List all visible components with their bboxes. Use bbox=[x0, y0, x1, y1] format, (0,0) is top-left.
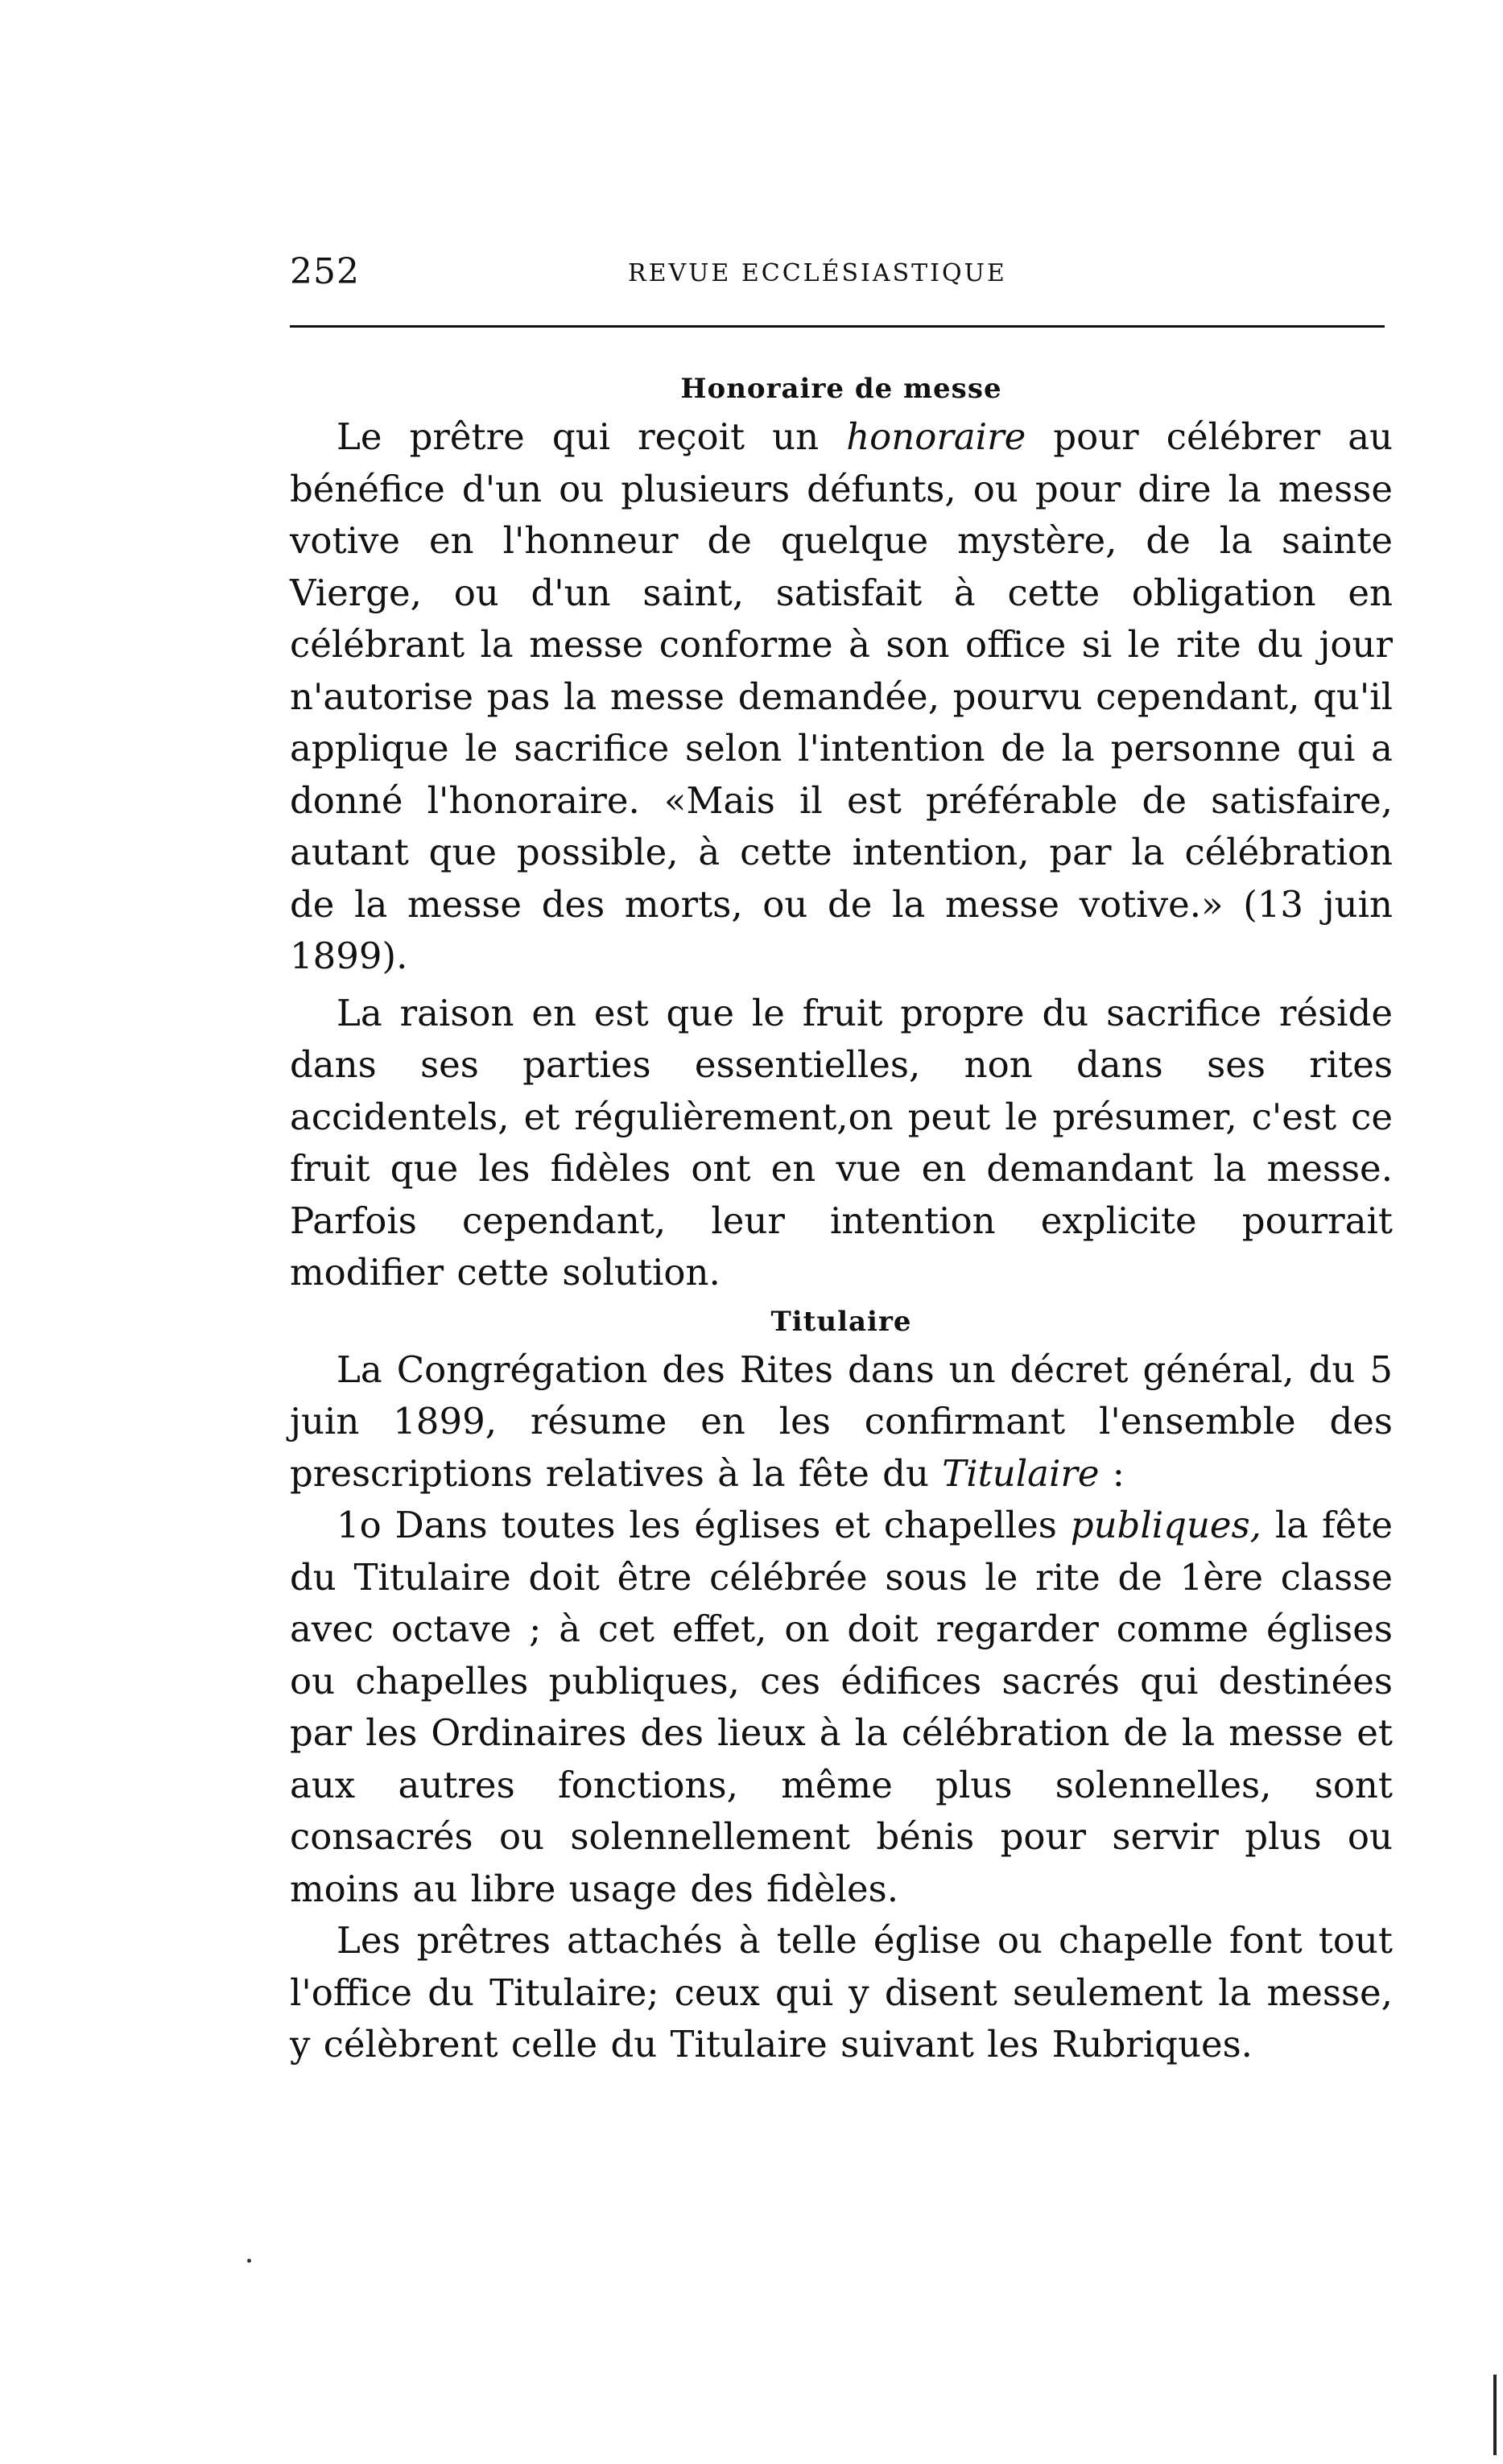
paragraph bbox=[290, 1500, 1393, 1915]
paragraph bbox=[290, 411, 1393, 983]
paragraph-text: La Congrégation des Rites dans un décret général, du 5 juin 1899, résume en les confirmant l'ensemble des prescriptions relatives à la fête du bbox=[290, 1348, 1393, 1495]
italic-term: Titulaire bbox=[942, 1451, 1100, 1495]
paragraph-text: Le prêtre qui reçoit un bbox=[337, 415, 847, 458]
italic-term: publiques, bbox=[1070, 1504, 1261, 1546]
paragraph-text: la fête du Titulaire doit être célébrée sous le rite de 1ère classe avec octave ; à cet effet, on doit regarder comme églises ou chapelles publiques, ces édifices sacrés qui destinées par les Ordinaires des lieux à la célébration de la messe et aux autres fonctions, même plus solennelles, sont consacrés ou solennellement bénis pour servir plus ou moins au libre usage des fidèles. bbox=[290, 1504, 1393, 1910]
section-heading-titulaire: Titulaire bbox=[770, 1305, 912, 1338]
header-rule bbox=[290, 325, 1385, 328]
text-block bbox=[290, 366, 1393, 2071]
paragraph-text: Les prêtres attachés à telle église ou chapelle font tout l'office du Titulaire; ceux qui y disent seulement la messe, y célèbrent celle du Titulaire suivant les Rubriques. bbox=[290, 1919, 1393, 2066]
paragraph bbox=[290, 988, 1393, 1299]
page-header bbox=[290, 251, 1385, 303]
paragraph-text: pour célébrer au bénéfice d'un ou plusieurs défunts, ou pour dire la messe votive en l'honneur de quelque mystère, de la sainte Vierge, ou d'un saint, satisfait à cette obligation en célébrant la messe conforme à son office si le rite du jour n'autorise pas la messe demandée, pourvu cependant, qu'il applique le sacrifice selon l'intention de la personne qui a donné l'honoraire. «Mais il est préférable de satisfaire, autant que possible, à cette intention, par la célébration de la messe des morts, ou de la messe votive.» (13 juin 1899). bbox=[290, 415, 1393, 977]
running-head: REVUE ECCLÉSIASTIQUE bbox=[628, 259, 1007, 287]
paragraph bbox=[290, 1344, 1393, 1500]
paragraph-text: 1o Dans toutes les églises et chapelles bbox=[337, 1504, 1071, 1546]
section-heading-honoraire: Honoraire de messe bbox=[680, 373, 1002, 405]
paragraph bbox=[290, 1915, 1393, 2071]
scan-edge-mark bbox=[1493, 2375, 1497, 2455]
page-number: 252 bbox=[290, 251, 360, 292]
italic-term: honoraire bbox=[846, 415, 1026, 458]
margin-dot bbox=[247, 2259, 251, 2263]
paragraph-text: La raison en est que le fruit propre du sacrifice réside dans ses parties essentielles, non dans ses rites accidentels, et régulièrement,on peut le présumer, c'est ce fruit que les fidèles ont en vue en demandant la messe. Parfois cependant, leur intention explicite pourrait modifier cette solution. bbox=[290, 991, 1393, 1294]
paragraph-text: : bbox=[1099, 1451, 1125, 1495]
